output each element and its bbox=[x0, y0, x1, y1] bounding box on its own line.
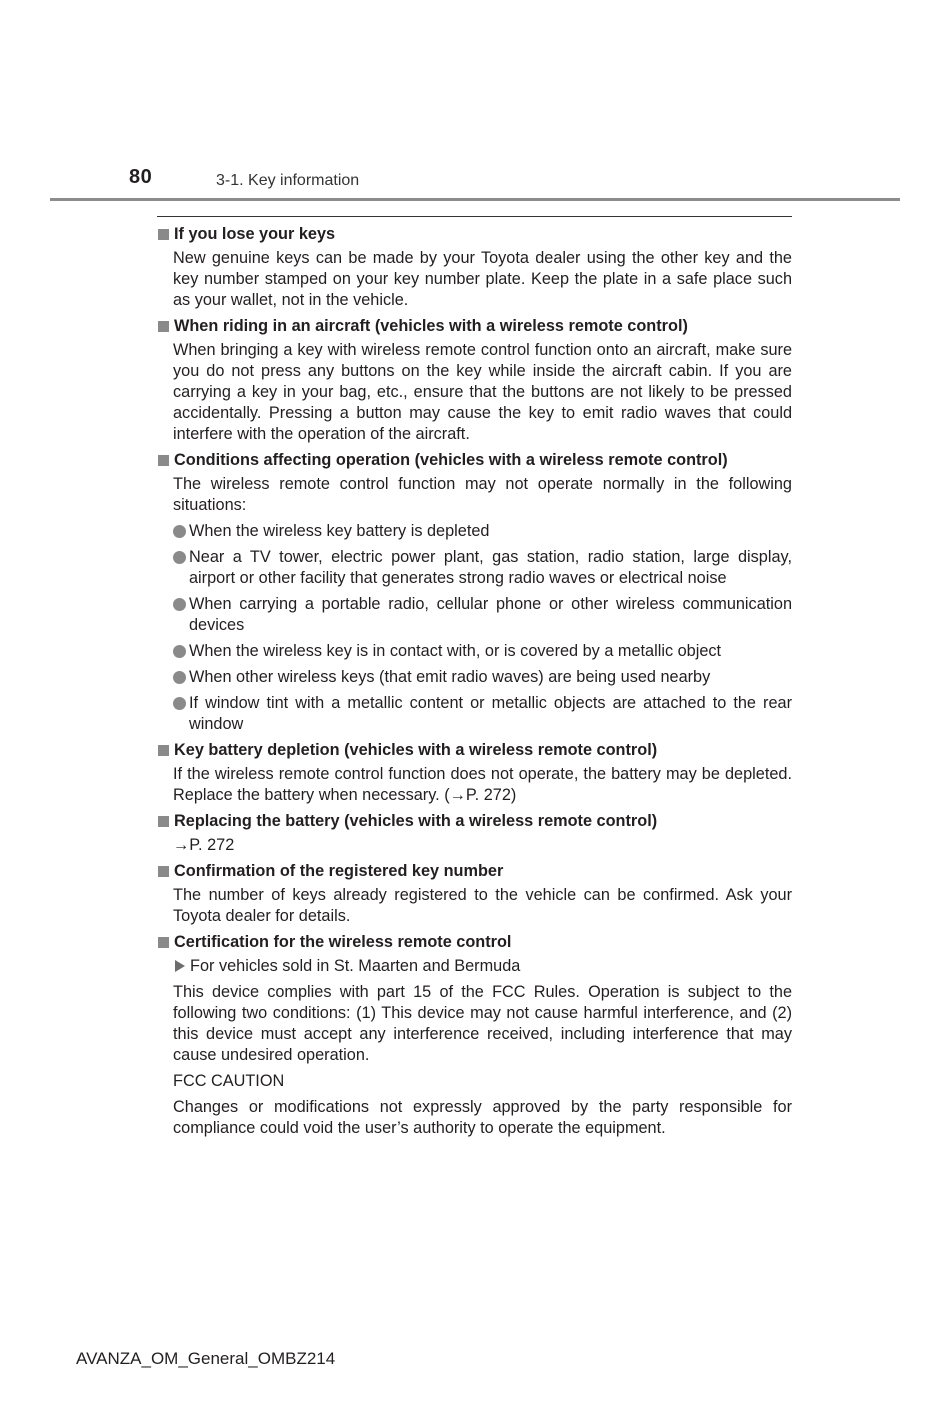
list-item: Near a TV tower, electric power plant, gas station, radio station, large display, airport or other facility that generates strong radio waves or electrical noise bbox=[173, 547, 792, 589]
page-number: 80 bbox=[129, 166, 153, 188]
square-bullet-icon bbox=[158, 937, 169, 948]
item-heading-text: Replacing the battery (vehicles with a wireless remote control) bbox=[174, 812, 658, 830]
item-lose-keys bbox=[157, 224, 792, 311]
item-battery-depletion bbox=[157, 740, 792, 806]
circle-bullet-icon bbox=[173, 525, 186, 538]
paragraph: If the wireless remote control function does not operate, the battery may be depleted. Replace the battery when necessary. (→P. 272) bbox=[173, 765, 792, 804]
circle-bullet-icon bbox=[173, 645, 186, 658]
square-bullet-icon bbox=[158, 745, 169, 756]
fcc-caution-label: FCC CAUTION bbox=[173, 1072, 285, 1090]
item-conditions bbox=[157, 450, 792, 735]
list-item: When the wireless key battery is depleted bbox=[173, 521, 792, 542]
list-item: If window tint with a metallic content or metallic objects are attached to the rear window bbox=[173, 693, 792, 735]
paragraph: The wireless remote control function may not operate normally in the following situations: bbox=[173, 475, 792, 514]
item-aircraft bbox=[157, 316, 792, 445]
paragraph: This device complies with part 15 of the FCC Rules. Operation is subject to the following two conditions: (1) This device may not cause harmful interference, and (2) this device must accept any interference received, including interference that may cause undesired operation. bbox=[173, 983, 792, 1064]
item-heading-text: When riding in an aircraft (vehicles with a wireless remote control) bbox=[174, 317, 688, 335]
square-bullet-icon bbox=[158, 455, 169, 466]
item-certification bbox=[157, 932, 792, 1139]
item-heading-text: Certification for the wireless remote control bbox=[174, 933, 512, 951]
page-reference: →P. 272 bbox=[173, 836, 235, 854]
condition-text: For vehicles sold in St. Maarten and Bermuda bbox=[190, 957, 521, 975]
paragraph: New genuine keys can be made by your Toyota dealer using the other key and the key number stamped on your key number plate. Keep the plate in a safe place such as your wallet, not in the vehicle. bbox=[173, 249, 792, 309]
triangle-right-icon bbox=[175, 960, 185, 972]
square-bullet-icon bbox=[158, 321, 169, 332]
content-rule bbox=[157, 216, 792, 217]
header-rule bbox=[50, 198, 900, 201]
list-item: When carrying a portable radio, cellular phone or other wireless communication devices bbox=[173, 594, 792, 636]
item-replacing-battery bbox=[157, 811, 792, 856]
paragraph: Changes or modifications not expressly approved by the party responsible for compliance could void the user’s authority to operate the equipment. bbox=[173, 1098, 792, 1137]
circle-bullet-icon bbox=[173, 697, 186, 710]
list-item: When the wireless key is in contact with, or is covered by a metallic object bbox=[173, 641, 792, 662]
paragraph: The number of keys already registered to the vehicle can be confirmed. Ask your Toyota dealer for details. bbox=[173, 886, 792, 925]
paragraph: When bringing a key with wireless remote control function onto an aircraft, make sure you do not press any buttons on the key while inside the aircraft cabin. If you are carrying a key in your bag, etc., ensure that the buttons are not likely to be pressed accidentally. Pressing a button may cause the key to emit radio waves that could interfere with the operation of the aircraft. bbox=[173, 341, 792, 443]
bullet-list bbox=[173, 521, 792, 735]
circle-bullet-icon bbox=[173, 551, 186, 564]
square-bullet-icon bbox=[158, 229, 169, 240]
list-item: When other wireless keys (that emit radio waves) are being used nearby bbox=[173, 667, 792, 688]
item-heading-text: Confirmation of the registered key number bbox=[174, 862, 504, 880]
circle-bullet-icon bbox=[173, 671, 186, 684]
circle-bullet-icon bbox=[173, 598, 186, 611]
item-heading-text: If you lose your keys bbox=[174, 225, 336, 243]
section-title: 3-1. Key information bbox=[216, 172, 360, 189]
content bbox=[157, 224, 792, 1144]
vehicle-condition bbox=[173, 956, 792, 977]
item-heading-text: Key battery depletion (vehicles with a wireless remote control) bbox=[174, 741, 658, 759]
footer-doc-id: AVANZA_OM_General_OMBZ214 bbox=[76, 1349, 336, 1368]
square-bullet-icon bbox=[158, 866, 169, 877]
item-heading-text: Conditions affecting operation (vehicles with a wireless remote control) bbox=[174, 451, 728, 469]
item-key-number bbox=[157, 861, 792, 927]
square-bullet-icon bbox=[158, 816, 169, 827]
